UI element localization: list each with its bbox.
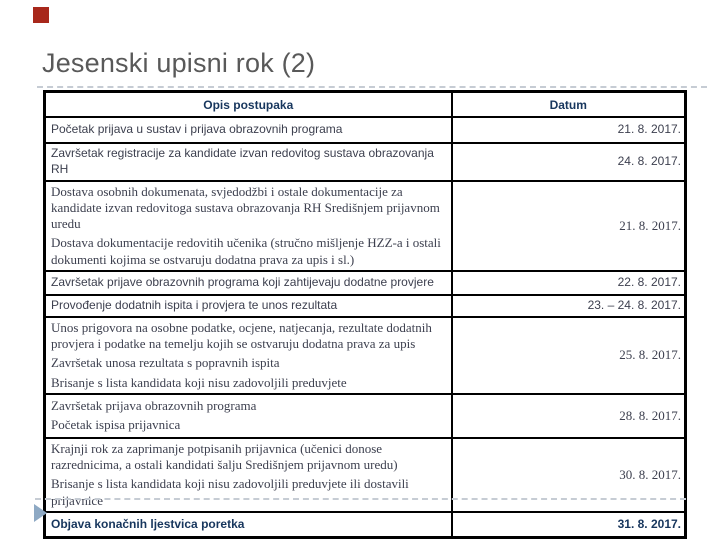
header-datum: Datum [452,92,686,118]
table-row [45,117,686,143]
procedure-cell [45,512,452,538]
table-row [45,512,686,538]
procedure-paragraph: Dostava dokumentacije redovitih učenika (stručno mišljenje HZZ-a i ostali dokumenti kojima se ostvaruju dodatna prava za upis i sl.) [51,235,441,267]
procedure-paragraph: Dostava osobnih dokumenata, svjedodžbi i ostale dokumentacije za kandidate izvan redovitoga sustava obrazovanja RH Središnjem prijavnom uredu [51,183,440,232]
schedule-table-body [45,117,686,538]
procedure-paragraph: Početak ispisa prijavnica [51,417,181,433]
procedure-paragraph: Unos prigovora na osobne podatke, ocjene, natjecanja, rezultate dodatnih provjera i podatke na temelju kojih se ostvaruju dodatna prava za upis [51,319,432,352]
procedure-paragraph: Početak prijava u sustav i prijava obrazovnih programa [51,122,343,137]
procedure-cell [45,117,452,143]
procedure-paragraph: Završetak prijave obrazovnih programa koji zahtijevaju dodatne provjere [51,274,434,289]
table-row [45,295,686,317]
slide-accent-square [33,7,49,23]
footer-arrow-icon [34,504,47,522]
date-cell: 24. 8. 2017. [452,143,686,181]
procedure-cell [45,317,452,394]
procedure-cell [45,181,452,271]
table-header-row [45,92,686,118]
procedure-cell [45,143,452,181]
procedure-paragraph: Završetak prijava obrazovnih programa [51,398,257,414]
date-cell: 28. 8. 2017. [452,394,686,438]
procedure-paragraph: Završetak registracije za kandidate izvan redovitog sustava obrazovanja RH [51,146,434,176]
slide-title: Jesenski upisni rok (2) [42,48,316,78]
procedure-cell [45,438,452,512]
procedure-cell [45,271,452,295]
table-row [45,438,686,512]
procedure-cell [45,394,452,438]
procedure-cell [45,295,452,317]
procedure-paragraph: Brisanje s lista kandidata koji nisu zadovoljili preduvjete ili dostavili prijavnice [51,476,409,508]
table-row [45,317,686,394]
date-cell: 25. 8. 2017. [452,317,686,394]
procedure-paragraph: Brisanje s lista kandidata koji nisu zadovoljili preduvjete [51,374,347,390]
footer-dashed-line [35,498,686,500]
table-row [45,271,686,295]
table-row [45,181,686,271]
table-row [45,394,686,438]
date-cell: 23. – 24. 8. 2017. [452,295,686,317]
date-cell: 22. 8. 2017. [452,271,686,295]
title-divider-dashed-line [37,86,707,88]
procedure-paragraph: Krajnji rok za zaprimanje potpisanih prijavnica (učenici donose razrednicima, a ostali kandidati šalju Središnjem prijavnom uredu) [51,440,398,473]
date-cell: 21. 8. 2017. [452,117,686,143]
date-cell: 30. 8. 2017. [452,438,686,512]
procedure-paragraph: Objava konačnih ljestvica poretka [51,516,245,531]
table-row [45,143,686,181]
date-cell: 31. 8. 2017. [452,512,686,538]
date-cell: 21. 8. 2017. [452,181,686,271]
header-opis-postupaka: Opis postupaka [45,92,452,118]
procedure-paragraph: Provođenje dodatnih ispita i provjera te unos rezultata [51,297,338,312]
schedule-table [43,90,687,539]
procedure-paragraph: Završetak unosa rezultata s popravnih ispita [51,355,280,371]
